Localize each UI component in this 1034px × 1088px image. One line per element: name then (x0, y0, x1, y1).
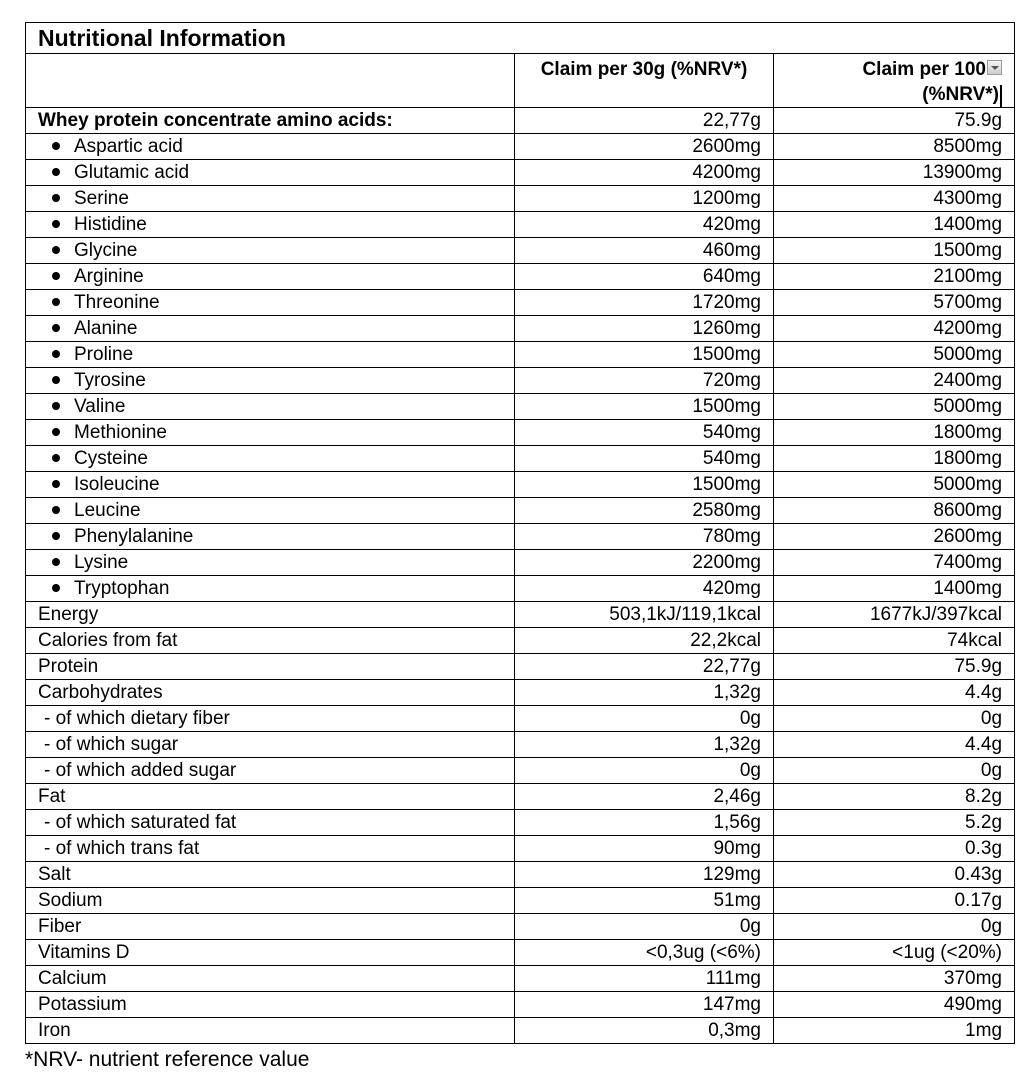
nutrient-row (26, 940, 1015, 966)
amino-acid-value-100g: 2100mg (774, 264, 1015, 290)
nutrient-value-100g: 0g (774, 914, 1015, 940)
amino-acid-value-30g: 1200mg (515, 186, 774, 212)
chevron-down-icon[interactable] (987, 60, 1002, 75)
nutrient-row (26, 1018, 1015, 1044)
amino-acid-value-100g: 5700mg (774, 290, 1015, 316)
amino-acid-value-100g: 5000mg (774, 394, 1015, 420)
amino-acid-row (26, 186, 1015, 212)
nutrient-value-30g: 0g (515, 706, 774, 732)
amino-acid-name: Histidine (74, 214, 147, 235)
bullet-icon (52, 428, 60, 436)
header-blank-cell (26, 54, 515, 108)
amino-acid-name: Cysteine (74, 448, 148, 469)
amino-acid-value-30g: 1720mg (515, 290, 774, 316)
amino-acid-row (26, 264, 1015, 290)
bullet-icon (52, 584, 60, 592)
nutrient-value-30g: 51mg (515, 888, 774, 914)
nutrient-row (26, 706, 1015, 732)
amino-acid-value-100g: 2600mg (774, 524, 1015, 550)
amino-acid-value-100g: 8600mg (774, 498, 1015, 524)
amino-acid-value-30g: 540mg (515, 420, 774, 446)
amino-acid-value-30g: 540mg (515, 446, 774, 472)
nutrient-value-100g: 5.2g (774, 810, 1015, 836)
nutrient-name: Protein (38, 656, 99, 677)
nutrient-value-100g: 490mg (774, 992, 1015, 1018)
amino-header-value-30g: 22,77g (515, 108, 774, 134)
amino-header-value-100g: 75.9g (774, 108, 1015, 134)
nutrient-name: - of which added sugar (44, 760, 237, 781)
nutrient-row (26, 680, 1015, 706)
amino-acid-name: Leucine (74, 500, 141, 521)
amino-acid-row (26, 472, 1015, 498)
nutrient-row (26, 810, 1015, 836)
nutrient-value-100g: 0g (774, 706, 1015, 732)
amino-acid-row (26, 394, 1015, 420)
nutrient-name: Calories from fat (38, 630, 178, 651)
nutrient-name: Potassium (38, 994, 127, 1015)
nutrient-name: - of which sugar (44, 734, 179, 755)
nutrient-value-100g: 4.4g (774, 732, 1015, 758)
amino-acid-value-100g: 1800mg (774, 420, 1015, 446)
amino-acid-value-100g: 1500mg (774, 238, 1015, 264)
amino-acid-name: Lysine (74, 552, 129, 573)
nutrient-value-100g: 0.3g (774, 836, 1015, 862)
bullet-icon (52, 168, 60, 176)
nutrient-value-30g: 503,1kJ/119,1kcal (515, 602, 774, 628)
amino-acid-name: Serine (74, 188, 129, 209)
nutrient-row (26, 914, 1015, 940)
amino-acid-row (26, 524, 1015, 550)
amino-acid-name: Tryptophan (74, 578, 170, 599)
amino-acid-value-100g: 2400mg (774, 368, 1015, 394)
nutrient-name: Fiber (38, 916, 82, 937)
bullet-icon (52, 376, 60, 384)
amino-acid-name: Aspartic acid (74, 136, 183, 157)
column-header-100g[interactable] (774, 54, 1015, 108)
amino-acid-value-30g: 2600mg (515, 134, 774, 160)
nutrient-row (26, 888, 1015, 914)
bullet-icon (52, 350, 60, 358)
amino-acid-value-30g: 2200mg (515, 550, 774, 576)
nutrient-row (26, 628, 1015, 654)
nutrient-value-30g: 1,32g (515, 732, 774, 758)
bullet-icon (52, 558, 60, 566)
bullet-icon (52, 454, 60, 462)
amino-acid-row (26, 368, 1015, 394)
nutrient-row (26, 784, 1015, 810)
amino-acid-name: Methionine (74, 422, 167, 443)
bullet-icon (52, 480, 60, 488)
nutrient-row (26, 602, 1015, 628)
nutrient-value-30g: 1,32g (515, 680, 774, 706)
bullet-icon (52, 324, 60, 332)
amino-acid-value-30g: 420mg (515, 576, 774, 602)
amino-acid-row (26, 160, 1015, 186)
bullet-icon (52, 142, 60, 150)
nutrient-value-100g: 4.4g (774, 680, 1015, 706)
amino-acid-name: Valine (74, 396, 126, 417)
bullet-icon (52, 298, 60, 306)
nutrient-name: Iron (38, 1020, 71, 1041)
nutrient-value-100g: 75.9g (774, 654, 1015, 680)
amino-acid-value-30g: 1500mg (515, 342, 774, 368)
nutrient-value-100g: 0.43g (774, 862, 1015, 888)
amino-acid-row (26, 316, 1015, 342)
amino-acid-value-100g: 5000mg (774, 472, 1015, 498)
nutrient-row (26, 966, 1015, 992)
amino-acid-name: Isoleucine (74, 474, 160, 495)
amino-acid-value-30g: 420mg (515, 212, 774, 238)
nutrient-value-100g: 8.2g (774, 784, 1015, 810)
amino-acid-row (26, 342, 1015, 368)
nutrient-name: Energy (38, 604, 99, 625)
amino-acid-row (26, 238, 1015, 264)
amino-acid-value-100g: 1400mg (774, 576, 1015, 602)
amino-acid-row (26, 212, 1015, 238)
nutrient-value-30g: 90mg (515, 836, 774, 862)
amino-acid-name: Phenylalanine (74, 526, 194, 547)
amino-acid-value-30g: 460mg (515, 238, 774, 264)
column-header-100g-label-line1: Claim per 100 (862, 59, 987, 80)
amino-acid-name: Threonine (74, 292, 160, 313)
amino-acid-row (26, 290, 1015, 316)
bullet-icon (52, 402, 60, 410)
bullet-icon (52, 532, 60, 540)
nutrient-value-30g: 0,3mg (515, 1018, 774, 1044)
amino-acid-value-30g: 2580mg (515, 498, 774, 524)
amino-acid-name: Glutamic acid (74, 162, 190, 183)
bullet-icon (52, 194, 60, 202)
column-header-30g-label: Claim per 30g (%NRV*) (540, 59, 748, 80)
amino-header-row (26, 108, 1015, 134)
amino-acid-name: Tyrosine (74, 370, 146, 391)
amino-acid-value-30g: 1500mg (515, 472, 774, 498)
amino-acid-value-100g: 8500mg (774, 134, 1015, 160)
nutrient-row (26, 862, 1015, 888)
amino-acid-value-100g: 4300mg (774, 186, 1015, 212)
amino-acid-row (26, 134, 1015, 160)
table-title: Nutritional Information (26, 23, 1015, 54)
nutrient-row (26, 992, 1015, 1018)
amino-acid-row (26, 550, 1015, 576)
nutrient-value-30g: 22,2kcal (515, 628, 774, 654)
bullet-icon (52, 246, 60, 254)
amino-acid-value-30g: 640mg (515, 264, 774, 290)
amino-acid-row (26, 446, 1015, 472)
nutrient-value-100g: 0g (774, 758, 1015, 784)
amino-acid-value-30g: 720mg (515, 368, 774, 394)
amino-acid-value-30g: 4200mg (515, 160, 774, 186)
bullet-icon (52, 272, 60, 280)
amino-acid-value-100g: 1400mg (774, 212, 1015, 238)
nutrient-name: Sodium (38, 890, 103, 911)
nutrient-value-100g: 74kcal (774, 628, 1015, 654)
amino-acid-value-100g: 7400mg (774, 550, 1015, 576)
nutrient-value-30g: 0g (515, 758, 774, 784)
amino-acid-name: Arginine (74, 266, 144, 287)
nutrient-value-100g: 0.17g (774, 888, 1015, 914)
column-header-100g-label-line2: (%NRV*) (922, 84, 1000, 105)
nutrient-value-30g: 1,56g (515, 810, 774, 836)
amino-acid-row (26, 420, 1015, 446)
amino-acid-value-100g: 13900mg (774, 160, 1015, 186)
nutrient-row (26, 732, 1015, 758)
nutrient-name: Fat (38, 786, 66, 807)
nutrient-value-100g: 1mg (774, 1018, 1015, 1044)
footnote: *NRV- nutrient reference value (25, 1048, 310, 1071)
amino-acid-value-30g: 1260mg (515, 316, 774, 342)
column-header-30g[interactable] (515, 54, 774, 108)
amino-acid-row (26, 498, 1015, 524)
nutrient-name: Calcium (38, 968, 107, 989)
nutrient-row (26, 758, 1015, 784)
nutrient-name: Salt (38, 864, 71, 885)
bullet-icon (52, 220, 60, 228)
amino-acid-value-30g: 780mg (515, 524, 774, 550)
nutrient-row (26, 836, 1015, 862)
amino-acid-value-100g: 5000mg (774, 342, 1015, 368)
title-row (26, 23, 1015, 54)
amino-acid-value-100g: 1800mg (774, 446, 1015, 472)
nutrient-value-100g: <1ug (<20%) (774, 940, 1015, 966)
nutrient-value-100g: 1677kJ/397kcal (774, 602, 1015, 628)
nutrient-row (26, 654, 1015, 680)
nutrition-table (25, 22, 1015, 1044)
amino-acid-row (26, 576, 1015, 602)
nutrient-name: - of which trans fat (44, 838, 200, 859)
amino-acid-value-100g: 4200mg (774, 316, 1015, 342)
nutrient-value-30g: 2,46g (515, 784, 774, 810)
amino-acid-name: Alanine (74, 318, 138, 339)
amino-header-label: Whey protein concentrate amino acids: (26, 108, 515, 134)
nutrient-value-30g: 129mg (515, 862, 774, 888)
nutrient-value-30g: 22,77g (515, 654, 774, 680)
nutrient-name: - of which saturated fat (44, 812, 237, 833)
nutrient-value-30g: 0g (515, 914, 774, 940)
nutrient-value-30g: <0,3ug (<6%) (515, 940, 774, 966)
amino-acid-name: Glycine (74, 240, 138, 261)
amino-acid-name: Proline (74, 344, 134, 365)
nutrient-value-30g: 111mg (515, 966, 774, 992)
amino-acid-value-30g: 1500mg (515, 394, 774, 420)
column-header-row (26, 54, 1015, 108)
nutrient-value-100g: 370mg (774, 966, 1015, 992)
bullet-icon (52, 506, 60, 514)
nutrient-name: Vitamins D (38, 942, 130, 963)
text-cursor-icon (1000, 85, 1002, 107)
nutrient-value-30g: 147mg (515, 992, 774, 1018)
nutrient-name: - of which dietary fiber (44, 708, 230, 729)
nutrient-name: Carbohydrates (38, 682, 163, 703)
